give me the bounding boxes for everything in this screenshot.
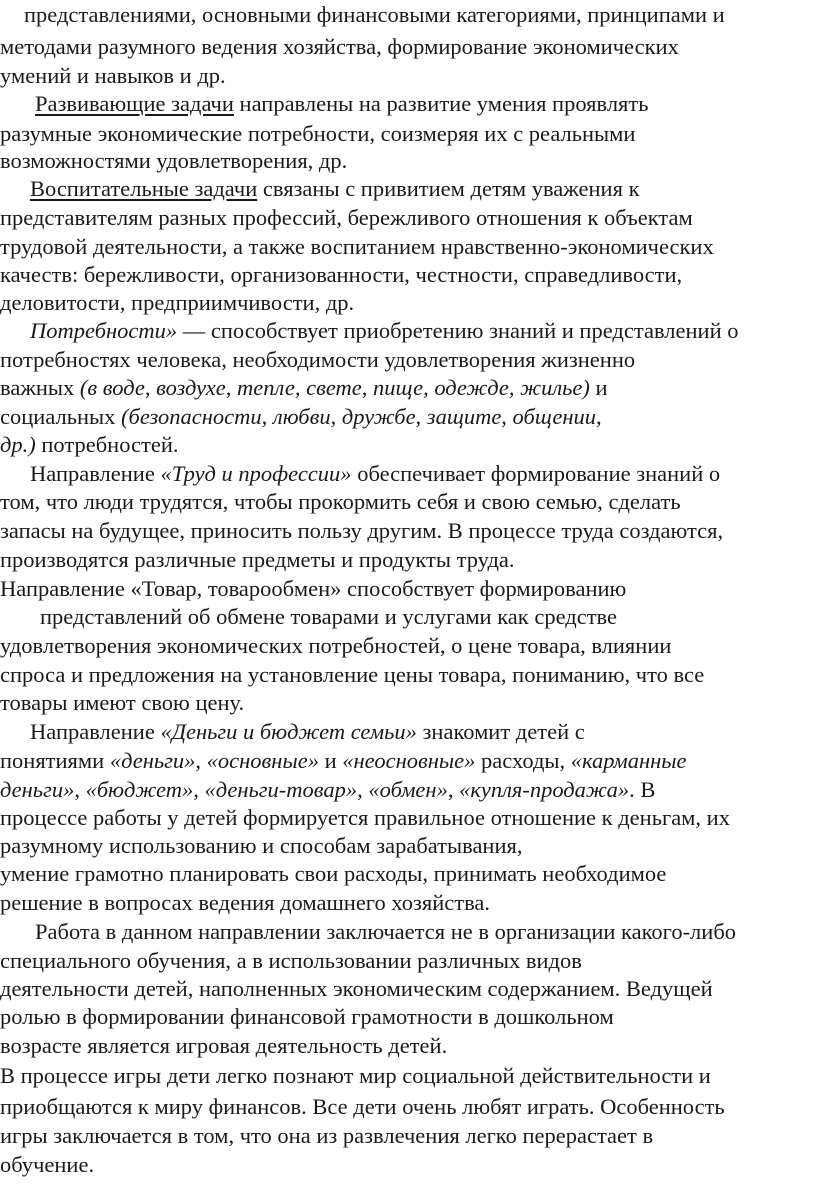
- text-line: [0, 1065, 711, 1088]
- text-segment: Работа в данном направлении заключается не в организации какого-либо: [35, 919, 737, 944]
- text-segment: потребностях человека, необходимости удовлетворения жизненно: [0, 347, 636, 372]
- italic-text: «неосновные»: [342, 748, 476, 773]
- text-line: [0, 892, 490, 915]
- text-segment: специального обучения, а в использовании различных видов: [0, 948, 582, 973]
- text-segment: Направление: [30, 719, 161, 744]
- text-segment: спроса и предложения на установление цены товара, пониманию, что все: [0, 662, 705, 687]
- text-line: [0, 406, 602, 429]
- text-segment: деловитости, предприимчивости, др.: [0, 290, 355, 315]
- text-segment: направлены на развитие умения проявлять: [233, 91, 649, 116]
- text-segment: разумные экономические потребности, соизмеряя их с реальными: [0, 121, 636, 146]
- text-line: [30, 178, 640, 201]
- text-line: [0, 635, 671, 658]
- text-line: [0, 1096, 725, 1119]
- text-line: [0, 520, 723, 543]
- text-segment: представителям разных профессий, бережливого отношения к объектам: [0, 205, 693, 230]
- text-segment: разумному использованию и способам зарабатывания,: [0, 833, 523, 858]
- text-segment: том, что люди трудятся, чтобы прокормить себя и свою семью, сделать: [0, 489, 681, 514]
- text-segment: В процессе игры дети легко познают мир социальной действительности и: [0, 1063, 711, 1088]
- text-segment: представлениями, основными финансовыми категориями, принципами и: [24, 2, 725, 27]
- text-segment: запасы на будущее, приносить пользу другим. В процессе труда создаются,: [0, 518, 724, 543]
- text-line: [0, 36, 679, 59]
- text-segment: трудовой деятельности, а также воспитанием нравственно-экономических: [0, 234, 714, 259]
- text-segment: товары имеют свою цену.: [0, 690, 245, 715]
- text-line: [0, 950, 582, 973]
- text-segment: ролью в формировании финансовой грамотности в дошкольном: [0, 1004, 614, 1029]
- text-line: [0, 292, 354, 315]
- italic-text: деньги»: [0, 777, 75, 802]
- text-segment: ,: [357, 777, 369, 802]
- text-line: [0, 434, 178, 457]
- italic-text: «обмен»: [368, 777, 448, 802]
- text-line: [0, 150, 347, 173]
- text-line: [0, 65, 226, 88]
- text-line: [30, 320, 738, 343]
- text-segment: Направление: [30, 461, 161, 486]
- italic-text: Потребности»: [30, 318, 178, 343]
- text-segment: игры заключается в том, что она из развлечения легко перерастает в: [0, 1123, 654, 1148]
- text-segment: приобщаются к миру финансов. Все дети очень любят играть. Особенность: [0, 1094, 725, 1119]
- text-line: [0, 664, 704, 687]
- text-segment: умение грамотно планировать свои расходы, принимать необходимое: [0, 861, 667, 886]
- text-segment: методами разумного ведения хозяйства, формирование экономических: [0, 34, 679, 59]
- text-segment: обеспечивает формирование знаний о: [351, 461, 721, 486]
- italic-text: «деньги»: [109, 748, 196, 773]
- text-segment: расходы,: [475, 748, 571, 773]
- text-segment: Направление «Товар, товарообмен» способствует формированию: [0, 576, 627, 601]
- text-segment: ,: [195, 748, 207, 773]
- text-segment: социальных: [0, 404, 122, 429]
- text-line: [0, 807, 730, 830]
- italic-text: «бюджет»: [85, 777, 194, 802]
- italic-text: «Труд и профессии»: [160, 461, 352, 486]
- text-segment: процессе работы у детей формируется правильное отношение к деньгам, их: [0, 805, 730, 830]
- text-line: [0, 978, 713, 1001]
- text-line: [0, 750, 687, 773]
- text-line: [0, 1035, 447, 1058]
- text-segment: удовлетворения экономических потребностей, о цене товара, влиянии: [0, 633, 672, 658]
- text-segment: важных: [0, 375, 80, 400]
- underlined-heading: Воспитательные задачи: [30, 176, 258, 201]
- italic-text: (в воде, воздухе, тепле, свете, пище, одежде, жилье): [79, 375, 590, 400]
- text-line: [0, 863, 666, 886]
- text-line: [0, 236, 714, 259]
- text-line: [0, 377, 608, 400]
- text-line: [0, 349, 635, 372]
- text-segment: и: [318, 748, 343, 773]
- text-line: [0, 491, 681, 514]
- italic-text: «купля-продажа»: [459, 777, 630, 802]
- text-segment: деятельности детей, наполненных экономическим содержанием. Ведущей: [0, 976, 713, 1001]
- text-segment: понятиями: [0, 748, 110, 773]
- text-segment: и: [589, 375, 608, 400]
- text-segment: качеств: бережливости, организованности, честности, справедливости,: [0, 262, 683, 287]
- text-segment: производятся различные предметы и продукты труда.: [0, 547, 515, 572]
- text-segment: возрасте является игровая деятельность детей.: [0, 1033, 448, 1058]
- italic-text: «Деньги и бюджет семьи»: [160, 719, 417, 744]
- text-line: [35, 921, 736, 944]
- text-segment: возможностями удовлетворения, др.: [0, 148, 348, 173]
- text-segment: — способствует приобретению знаний и представлений о: [177, 318, 739, 343]
- text-segment: обучение.: [0, 1152, 95, 1177]
- text-line: [0, 549, 515, 572]
- italic-text: др.): [0, 432, 36, 457]
- text-line: [35, 93, 649, 116]
- italic-text: (безопасности, любви, дружбе, защите, общении,: [121, 404, 602, 429]
- text-line: [24, 4, 725, 27]
- italic-text: «деньги-товар»: [204, 777, 358, 802]
- text-segment: потребностей.: [35, 432, 179, 457]
- text-segment: связаны с привитием детям уважения к: [257, 176, 640, 201]
- italic-text: «основные»: [206, 748, 319, 773]
- italic-text: «карманные: [570, 748, 687, 773]
- text-line: [0, 779, 655, 802]
- text-segment: представлений об обмене товарами и услугами как средстве: [40, 604, 618, 629]
- text-line: [0, 578, 626, 601]
- underlined-heading: Развивающие задачи: [35, 91, 234, 116]
- text-segment: умений и навыков и др.: [0, 63, 226, 88]
- text-segment: ,: [74, 777, 86, 802]
- text-line: [30, 463, 720, 486]
- text-segment: . В: [629, 777, 656, 802]
- text-segment: ,: [193, 777, 205, 802]
- text-segment: знакомит детей с: [416, 719, 585, 744]
- text-line: [0, 1154, 94, 1177]
- text-segment: ,: [447, 777, 460, 802]
- text-line: [0, 1125, 653, 1148]
- text-segment: решение в вопросах ведения домашнего хозяйства.: [0, 890, 491, 915]
- text-line: [0, 835, 523, 858]
- text-line: [0, 264, 682, 287]
- text-line: [30, 721, 585, 744]
- text-line: [0, 692, 244, 715]
- text-line: [0, 1006, 614, 1029]
- text-line: [0, 123, 635, 146]
- text-line: [40, 606, 617, 629]
- text-line: [0, 207, 693, 230]
